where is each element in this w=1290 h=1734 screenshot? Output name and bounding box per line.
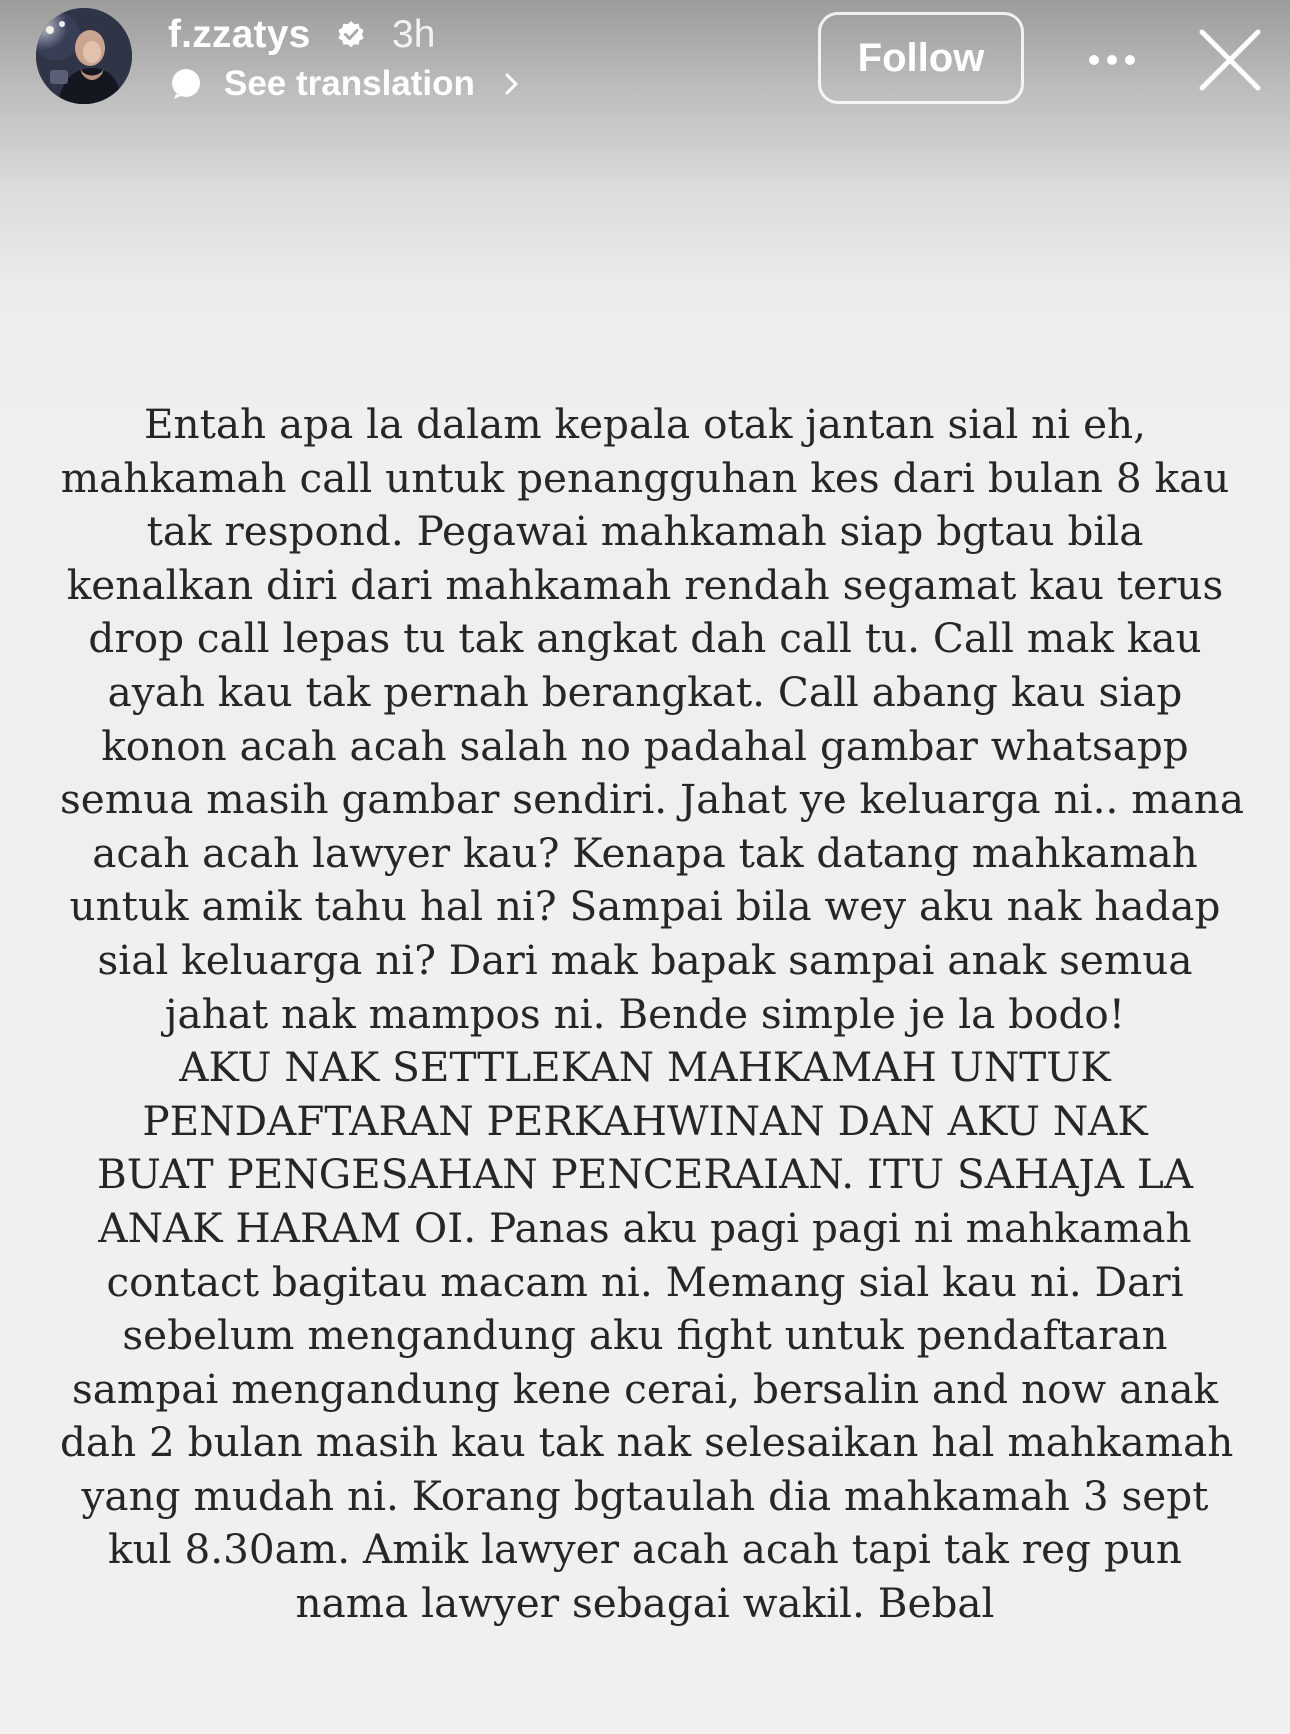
story-line: BUAT PENGESAHAN PENCERAIAN. ITU SAHAJA LA <box>96 1150 1194 1199</box>
story-line: nama lawyer sebagai wakil. Bebal <box>295 1579 995 1628</box>
story-line: tak respond. Pegawai mahkamah siap bgtau bila <box>146 507 1144 556</box>
story-line: contact bagitau macam ni. Memang sial kau ni. Dari <box>106 1257 1184 1306</box>
story-line: jahat nak mampos ni. Bende simple je la bodo! <box>164 989 1126 1038</box>
story-line: semua masih gambar sendiri. Jahat ye keluarga ni.. mana <box>60 775 1244 824</box>
avatar-photo <box>36 8 132 104</box>
story-line: kenalkan diri dari mahkamah rendah segamat kau terus <box>66 560 1224 609</box>
story-line: yang mudah ni. Korang bgtaulah dia mahkamah 3 sept <box>81 1471 1209 1520</box>
story-line: kul 8.30am. Amik lawyer acah acah tapi tak reg pun <box>108 1525 1182 1574</box>
verified-badge-icon <box>336 20 366 50</box>
story-line: AKU NAK SETTLEKAN MAHKAMAH UNTUK <box>179 1043 1111 1092</box>
see-translation-link[interactable]: See translation <box>224 64 475 103</box>
username[interactable]: f.zzatys <box>168 13 311 56</box>
chevron-right-icon <box>502 72 522 96</box>
story-line: acah acah lawyer kau? Kenapa tak datang mahkamah <box>92 828 1198 877</box>
story-line: dah 2 bulan masih kau tak nak selesaikan hal mahkamah <box>60 1418 1234 1467</box>
story-line: ayah kau tak pernah berangkat. Call abang kau siap <box>107 667 1183 716</box>
story-line: konon acah acah salah no padahal gambar whatsapp <box>101 721 1189 770</box>
story-timestamp: 3h <box>392 13 436 56</box>
follow-button[interactable]: Follow <box>818 12 1024 104</box>
story-line: PENDAFTARAN PERKAHWINAN DAN AKU NAK <box>142 1096 1148 1145</box>
story-line: sial keluarga ni? Dari mak bapak sampai anak semua <box>97 935 1193 984</box>
translate-icon <box>170 68 202 100</box>
story-line: mahkamah call untuk penangguhan kes dari bulan 8 kau <box>60 453 1230 502</box>
story-text <box>60 398 1244 1631</box>
story-line: sampai mengandung kene cerai, bersalin and now anak <box>71 1364 1219 1413</box>
more-icon[interactable] <box>1084 40 1140 80</box>
profile-avatar[interactable] <box>36 8 132 104</box>
story-line: Entah apa la dalam kepala otak jantan sial ni eh, <box>143 400 1147 448</box>
story-line: untuk amik tahu hal ni? Sampai bila wey aku nak hadap <box>69 882 1221 931</box>
story-header <box>0 0 1290 130</box>
story-line: sebelum mengandung aku fight untuk pendaftaran <box>122 1311 1168 1360</box>
story-line: ANAK HARAM OI. Panas aku pagi pagi ni mahkamah <box>98 1203 1192 1252</box>
close-icon[interactable] <box>1196 26 1264 94</box>
story-line: drop call lepas tu tak angkat dah call tu. Call mak kau <box>88 614 1202 663</box>
